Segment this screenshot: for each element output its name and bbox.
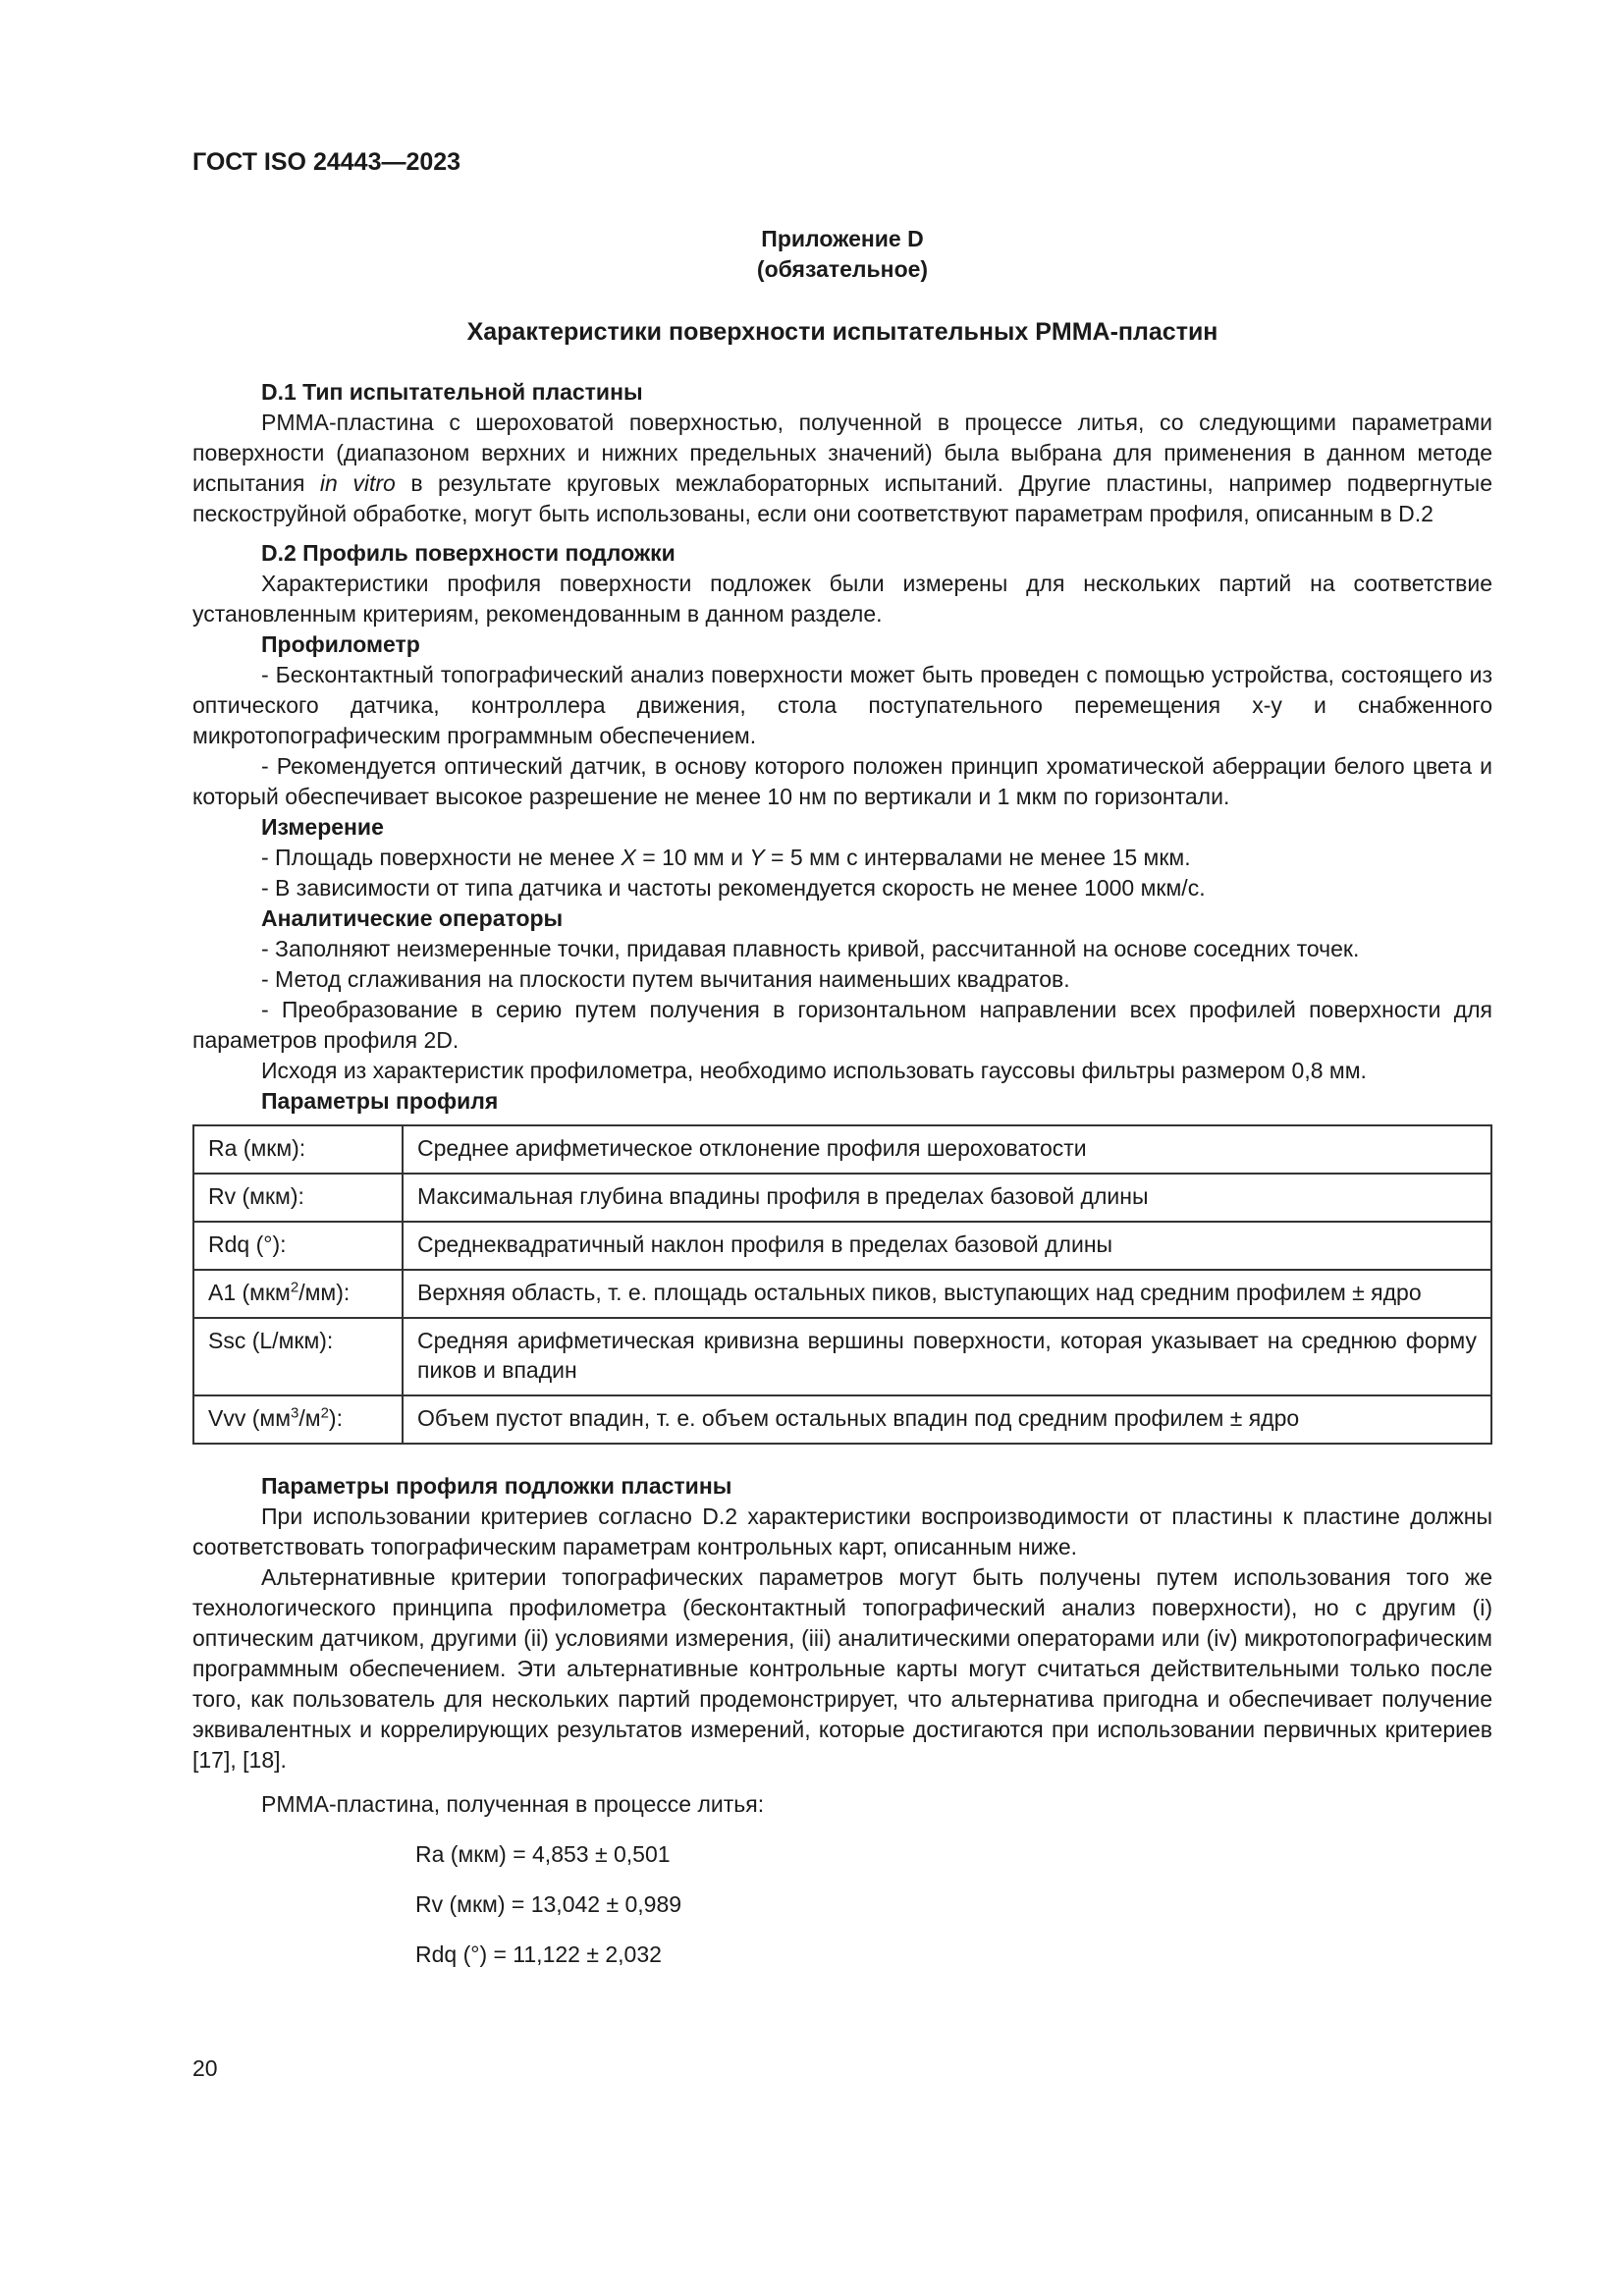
param-name	[193, 1395, 403, 1444]
param-description: Среднее арифметическое отклонение профиля шероховатости	[403, 1125, 1491, 1174]
measure-text-c: = 5 мм с интервалами не менее 15 мкм.	[764, 845, 1191, 870]
substrate-paragraph-3: PMMA-пластина, полученная в процессе литья:	[261, 1791, 765, 1817]
table-row	[193, 1125, 1491, 1174]
substrate-paragraph-1: При использовании критериев согласно D.2 характеристики воспроизводимости от пластины к пластине должны соответствовать топографическим параметрам контрольных карт, описанным ниже.	[192, 1503, 1492, 1559]
param-description: Максимальная глубина впадины профиля в пределах базовой длины	[403, 1174, 1491, 1222]
appendix-status: (обязательное)	[756, 256, 929, 282]
operators-item-3: - Преобразование в серию путем получения в горизонтальном направлении всех профилей поверхности для параметров профиля 2D.	[192, 997, 1492, 1053]
table-row	[193, 1222, 1491, 1270]
param-name-part: /м	[298, 1405, 321, 1431]
section-d2-intro: Характеристики профиля поверхности подложек были измерены для нескольких партий на соответствие установленным критериям, рекомендованным в данном разделе.	[192, 571, 1492, 627]
appendix-title: Приложение D	[761, 226, 924, 251]
operators-heading: Аналитические операторы	[261, 905, 564, 931]
param-name-part: A1 (мкм	[208, 1280, 291, 1305]
measure-x: X	[621, 845, 636, 870]
param-name-part: Vvv (мм	[208, 1405, 292, 1431]
measurement-item-2: - В зависимости от типа датчика и частоты рекомендуется скорость не менее 1000 мкм/с.	[261, 875, 1206, 901]
value-ra: Ra (мкм) = 4,853 ± 0,501	[415, 1841, 671, 1867]
d1-text-italic: in vitro	[319, 470, 396, 496]
filters-paragraph: Исходя из характеристик профилометра, необходимо использовать гауссовы фильтры размером 0,8 мм.	[261, 1058, 1367, 1083]
param-description: Средняя арифметическая кривизна вершины поверхности, которая указывает на среднюю форму пиков и впадин	[403, 1318, 1491, 1395]
measure-text-a: - Площадь поверхности не менее	[261, 845, 622, 870]
page-number: 20	[192, 2055, 218, 2081]
document-code-header: ГОСТ ISO 24443—2023	[192, 148, 461, 176]
table-row	[193, 1174, 1491, 1222]
table-row	[193, 1395, 1491, 1444]
d1-text-b: в результате круговых межлабораторных испытаний. Другие пластины, например подвергнутые пескоструйной обработке, могут быть использованы, если они соответствуют параметрам профиля, описанным в D.2	[192, 470, 1492, 526]
substrate-params-heading: Параметры профиля подложки пластины	[261, 1473, 732, 1499]
measure-text-b: = 10 мм и	[635, 845, 750, 870]
param-name: Ssc (L/мкм):	[193, 1318, 403, 1395]
param-name-part: ):	[328, 1405, 343, 1431]
page-content	[192, 224, 1492, 1970]
section-d2-heading: D.2 Профиль поверхности подложки	[261, 540, 676, 566]
param-name-sup: 2	[290, 1279, 299, 1296]
section-d1-paragraph	[192, 408, 1492, 529]
value-rdq: Rdq (°) = 11,122 ± 2,032	[415, 1941, 662, 1967]
param-name-sup: 3	[291, 1404, 299, 1422]
param-name: Rv (мкм):	[193, 1174, 403, 1222]
param-name: Ra (мкм):	[193, 1125, 403, 1174]
param-description: Объем пустот впадин, т. е. объем остальных впадин под средним профилем ± ядро	[403, 1395, 1491, 1444]
d1-text-a: PMMA-пластина с шероховатой поверхностью, полученной в процессе литья, со следующими параметрами поверхности (диапазоном верхних и нижних предельных значений) была выбрана для применения в данном методе испытания	[192, 410, 1492, 496]
measurement-item-1	[192, 843, 1492, 873]
param-name-sup: 2	[320, 1404, 329, 1422]
appendix-heading: Характеристики поверхности испытательных PMMA-пластин	[466, 318, 1218, 346]
profilometer-heading: Профилометр	[261, 631, 420, 657]
profile-params-table	[192, 1124, 1492, 1445]
value-rv: Rv (мкм) = 13,042 ± 0,989	[415, 1891, 682, 1917]
param-name	[193, 1270, 403, 1318]
table-row	[193, 1270, 1491, 1318]
param-description: Верхняя область, т. е. площадь остальных пиков, выступающих над средним профилем ± ядро	[403, 1270, 1491, 1318]
substrate-paragraph-2: Альтернативные критерии топографических параметров могут быть получены путем использования того же технологического принципа профилометра (бесконтактный топографический анализ поверхности), но с другим (i) оптическим датчиком, другими (ii) условиями измерения, (iii) аналитическими операторами или (iv) микротопографическим программным обеспечением. Эти альтернативные контрольные карты могут считаться действительными только после того, как пользователь для нескольких партий продемонстрирует, что альтернатива пригодна и обеспечивает получение эквивалентных и коррелирующих результатов измерений, которые достигаются при использовании первичных критериев [17], [18].	[192, 1564, 1492, 1773]
measurement-heading: Измерение	[261, 814, 384, 840]
profilometer-item-1: - Бесконтактный топографический анализ поверхности может быть проведен с помощью устройства, состоящего из оптического датчика, контроллера движения, стола поступательного перемещения x-y и снабженного микротопографическим программным обеспечением.	[192, 662, 1492, 748]
measure-y: Y	[749, 845, 765, 870]
operators-item-2: - Метод сглаживания на плоскости путем вычитания наименьших квадратов.	[261, 966, 1070, 992]
profilometer-item-2: - Рекомендуется оптический датчик, в основу которого положен принцип хроматической аберрации белого цвета и который обеспечивает высокое разрешение не менее 10 нм по вертикали и 1 мкм по горизонтали.	[192, 753, 1492, 809]
operators-item-1: - Заполняют неизмеренные точки, придавая плавность кривой, рассчитанной на основе соседних точек.	[261, 936, 1360, 961]
table-row	[193, 1318, 1491, 1395]
param-name-part: /мм):	[298, 1280, 351, 1305]
param-description: Среднеквадратичный наклон профиля в пределах базовой длины	[403, 1222, 1491, 1270]
profile-params-heading: Параметры профиля	[261, 1088, 499, 1114]
section-d1-heading: D.1 Тип испытательной пластины	[261, 379, 643, 405]
param-name: Rdq (°):	[193, 1222, 403, 1270]
